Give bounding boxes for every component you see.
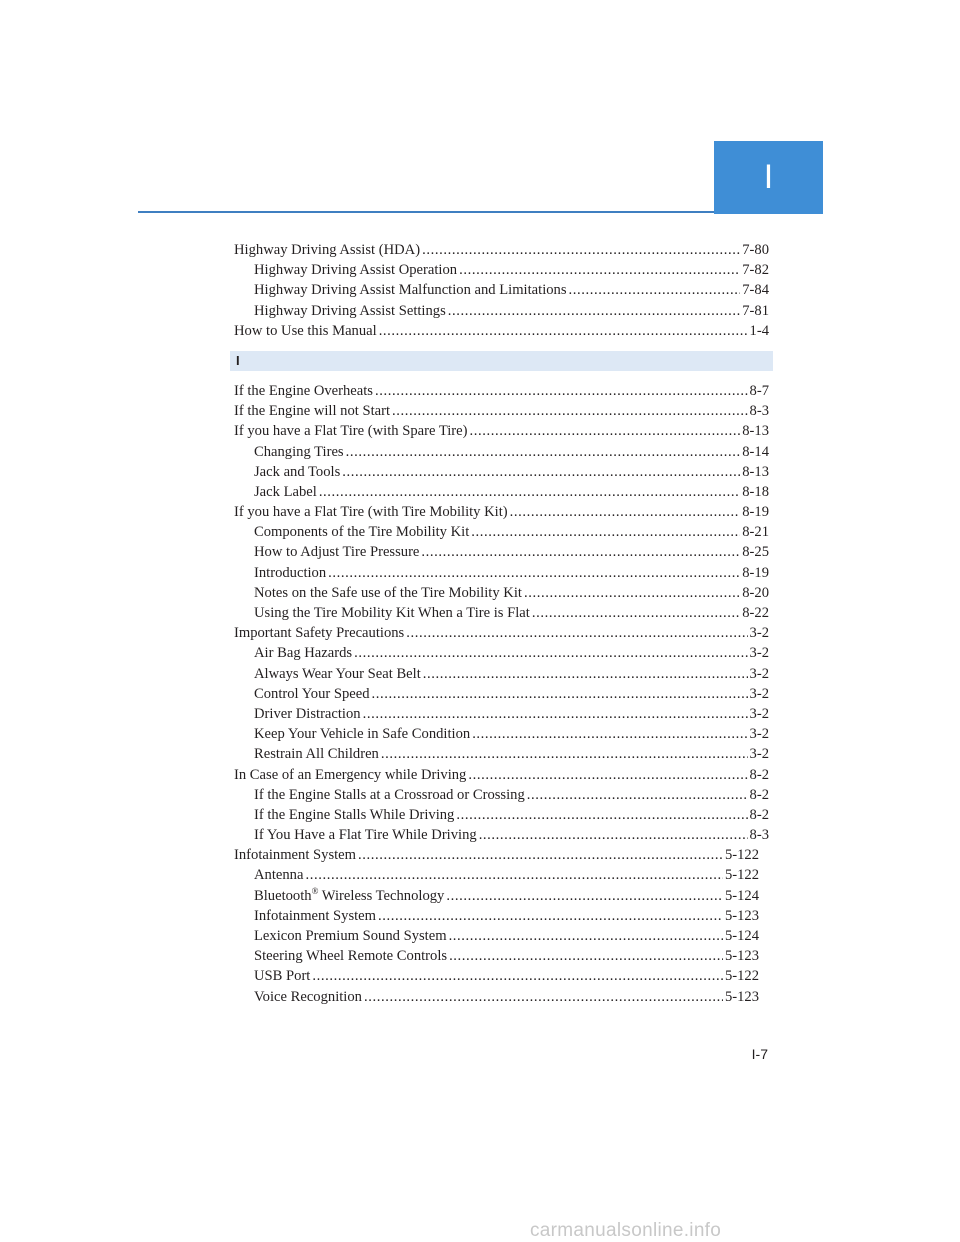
index-subentry — [234, 724, 769, 744]
entry-page: 3-2 — [749, 746, 769, 763]
index-subentry — [234, 583, 769, 603]
dot-leader — [342, 462, 740, 482]
entry-page: 5-123 — [724, 948, 759, 965]
dot-leader — [364, 987, 723, 1007]
entry-label: Jack and Tools — [254, 463, 341, 480]
dot-leader — [422, 240, 740, 260]
entry-label: How to Adjust Tire Pressure — [254, 544, 420, 561]
entry-label: In Case of an Emergency while Driving — [234, 766, 467, 783]
dot-leader — [372, 684, 748, 704]
index-subentry — [234, 280, 769, 300]
dot-leader — [524, 583, 740, 603]
entry-page: 5-124 — [724, 887, 759, 904]
entry-label: Driver Distraction — [254, 705, 361, 722]
index-subentry — [234, 987, 769, 1007]
entry-label: If you have a Flat Tire (with Tire Mobility Kit) — [234, 504, 508, 521]
entry-page: 3-2 — [749, 705, 769, 722]
index-group-i — [234, 381, 769, 1007]
entry-label: Bluetooth® Wireless Technology — [254, 885, 445, 904]
index-subentry — [234, 664, 769, 684]
entry-label: Air Bag Hazards — [254, 645, 353, 662]
index-subentry — [234, 946, 769, 966]
entry-label: How to Use this Manual — [234, 322, 377, 339]
dot-leader — [363, 704, 748, 724]
dot-leader — [346, 442, 741, 462]
entry-label: If You Have a Flat Tire While Driving — [254, 827, 477, 844]
entry-label: If you have a Flat Tire (with Spare Tire) — [234, 423, 468, 440]
index-group-h — [234, 240, 769, 341]
index-entry — [234, 321, 769, 341]
entry-page: 3-2 — [749, 645, 769, 662]
index-entry — [234, 381, 769, 401]
dot-leader — [527, 785, 748, 805]
entry-label: Jack Label — [254, 483, 317, 500]
index-subentry — [234, 744, 769, 764]
dot-leader — [449, 946, 723, 966]
entry-label: Lexicon Premium Sound System — [254, 928, 447, 944]
dot-leader — [392, 401, 747, 421]
dot-leader — [532, 603, 740, 623]
entry-label: Antenna — [254, 867, 304, 884]
header-rule — [138, 211, 715, 213]
entry-page: 8-25 — [742, 544, 769, 561]
dot-leader — [569, 280, 741, 300]
entry-label: If the Engine Overheats — [234, 382, 373, 399]
entry-page: 3-2 — [749, 685, 769, 702]
entry-label: Using the Tire Mobility Kit When a Tire is Flat — [254, 605, 530, 621]
dot-leader — [378, 906, 723, 926]
entry-page: 5-123 — [724, 907, 759, 924]
dot-leader — [423, 664, 748, 684]
index-subentry — [234, 825, 769, 845]
dot-leader — [468, 765, 747, 785]
index-subentry — [234, 462, 769, 482]
entry-label: Highway Driving Assist (HDA) — [234, 242, 421, 258]
index-subentry — [234, 542, 769, 562]
entry-page: 7-80 — [742, 242, 769, 258]
dot-leader — [375, 381, 748, 401]
entry-label: If the Engine Stalls at a Crossroad or Crossing — [254, 786, 525, 803]
entry-page: 3-2 — [749, 665, 769, 682]
entry-label: Highway Driving Assist Settings — [254, 302, 446, 319]
dot-leader — [421, 542, 740, 562]
dot-leader — [358, 845, 723, 865]
entry-label: Notes on the Safe use of the Tire Mobility Kit — [254, 584, 522, 601]
index-subentry — [234, 704, 769, 724]
dot-leader — [510, 502, 741, 522]
entry-page: 8-21 — [742, 524, 769, 541]
entry-page: 8-14 — [742, 443, 769, 460]
entry-label: Highway Driving Assist Operation — [254, 262, 458, 279]
dot-leader — [305, 865, 722, 885]
entry-label: Infotainment System — [254, 907, 377, 924]
entry-page: 8-2 — [749, 806, 769, 823]
index-entry — [234, 240, 769, 260]
entry-page: 7-81 — [742, 302, 769, 319]
index-subentry — [234, 785, 769, 805]
index-subentry — [234, 643, 769, 663]
dot-leader — [469, 421, 740, 441]
entry-page: 5-122 — [724, 867, 759, 884]
index-entry — [234, 401, 769, 421]
entry-label: Changing Tires — [254, 443, 344, 460]
entry-page: 8-18 — [742, 483, 769, 500]
entry-page: 8-3 — [749, 827, 769, 844]
entry-label: Always Wear Your Seat Belt — [254, 665, 421, 682]
index-subentry — [234, 522, 769, 542]
entry-label: Infotainment System — [234, 847, 357, 864]
entry-page: 8-13 — [742, 463, 769, 480]
entry-page: 7-82 — [742, 262, 769, 279]
entry-label: If the Engine will not Start — [234, 403, 391, 420]
dot-leader — [449, 926, 723, 946]
index-entry — [234, 765, 769, 785]
entry-page: 8-20 — [742, 584, 769, 601]
dot-leader — [379, 321, 748, 341]
index-subentry — [234, 886, 769, 906]
section-header-i: I — [230, 351, 773, 371]
entry-label: If the Engine Stalls While Driving — [254, 806, 455, 823]
index-subentry — [234, 260, 769, 280]
index-subentry — [234, 442, 769, 462]
entry-label: Highway Driving Assist Malfunction and Limitations — [254, 282, 567, 299]
dot-leader — [459, 260, 740, 280]
entry-page: 8-3 — [749, 403, 769, 420]
entry-page: 7-84 — [742, 282, 769, 299]
entry-label: USB Port — [254, 968, 311, 985]
entry-label: Restrain All Children — [254, 746, 379, 763]
entry-page: 8-22 — [742, 605, 769, 621]
entry-page: 8-7 — [749, 382, 769, 399]
watermark: carmanualsonline.info — [530, 1220, 722, 1241]
index-subentry — [234, 805, 769, 825]
entry-label: Introduction — [254, 564, 327, 581]
entry-page: 5-123 — [724, 988, 759, 1005]
index-entry — [234, 845, 769, 865]
index-subentry — [234, 482, 769, 502]
dot-leader — [354, 643, 747, 663]
dot-leader — [448, 301, 740, 321]
index-subentry — [234, 906, 769, 926]
index-subentry — [234, 966, 769, 986]
entry-page: 8-19 — [742, 504, 769, 521]
entry-page: 5-124 — [724, 928, 759, 944]
index-subentry — [234, 563, 769, 583]
entry-label: Important Safety Precautions — [234, 625, 405, 642]
entry-page: 3-2 — [749, 625, 769, 642]
index-entry — [234, 502, 769, 522]
dot-leader — [381, 744, 748, 764]
entry-label: Voice Recognition — [254, 988, 362, 1005]
entry-page: 8-13 — [742, 423, 769, 440]
entry-label: Keep Your Vehicle in Safe Condition — [254, 726, 471, 743]
entry-page: 8-2 — [749, 786, 769, 803]
entry-page: 3-2 — [749, 726, 769, 743]
index-subentry — [234, 603, 769, 623]
entry-label: Components of the Tire Mobility Kit — [254, 524, 470, 541]
chapter-tab: I — [714, 141, 823, 214]
dot-leader — [471, 522, 740, 542]
dot-leader — [312, 966, 723, 986]
entry-page: 5-122 — [724, 847, 759, 864]
dot-leader — [406, 623, 747, 643]
index-entry — [234, 623, 769, 643]
index-subentry — [234, 926, 769, 946]
entry-label: Steering Wheel Remote Controls — [254, 948, 448, 965]
index-subentry — [234, 865, 769, 885]
index-subentry — [234, 684, 769, 704]
entry-page: 5-122 — [724, 968, 759, 985]
dot-leader — [479, 825, 748, 845]
page-number: I-7 — [751, 1046, 768, 1062]
index-list — [234, 240, 769, 1007]
entry-page: 1-4 — [749, 322, 769, 339]
entry-page: 8-19 — [742, 564, 769, 581]
dot-leader — [472, 724, 747, 744]
entry-page: 8-2 — [749, 766, 769, 783]
index-entry — [234, 421, 769, 441]
dot-leader — [446, 886, 723, 906]
dot-leader — [328, 563, 740, 583]
dot-leader — [319, 482, 740, 502]
dot-leader — [456, 805, 747, 825]
index-subentry — [234, 301, 769, 321]
entry-label: Control Your Speed — [254, 685, 370, 702]
